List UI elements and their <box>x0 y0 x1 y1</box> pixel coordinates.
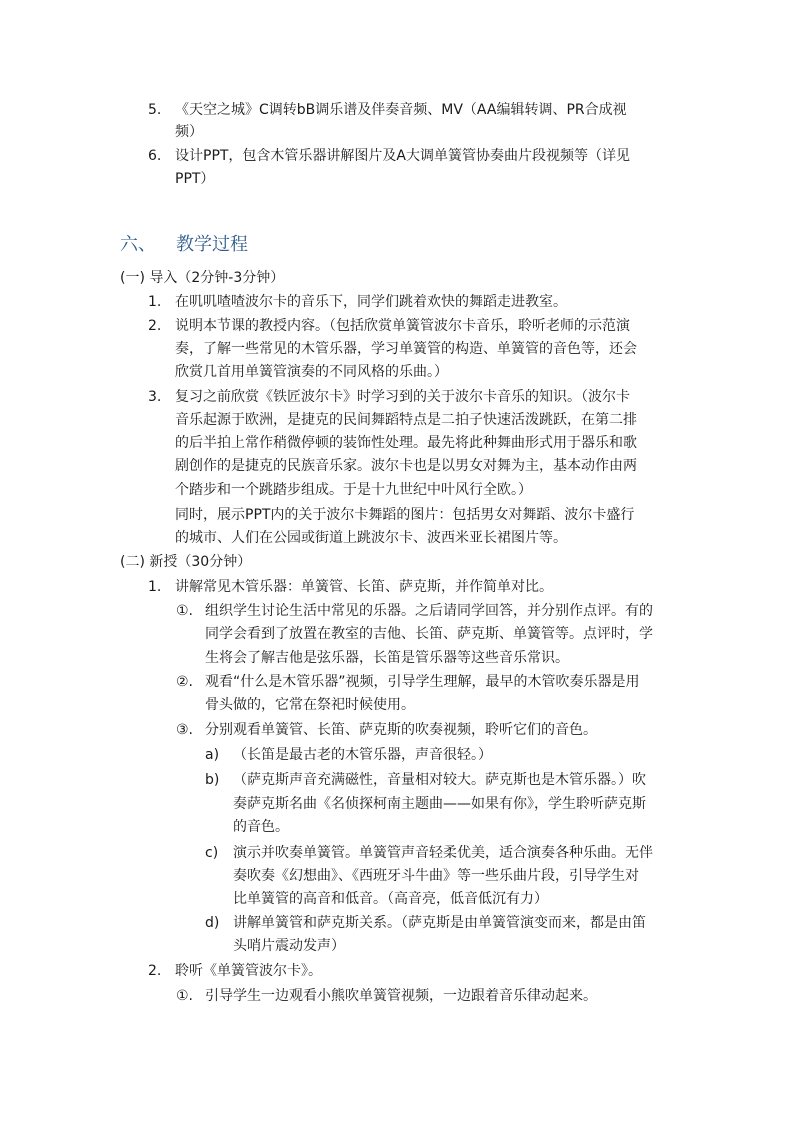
sub-3-item-c-text-cont: 奏吹奏《幻想曲》、《西班牙斗牛曲》等一些乐曲片段，引导学生对 <box>233 868 639 884</box>
part-1-item-3-text: 复习之前欣赏《铁匠波尔卡》时学习到的关于波尔卡音乐的知识。（波尔卡 <box>175 389 630 405</box>
part-2-item-1-sub-1-text-cont: 生将会了解吉他是弦乐器，长笛是管乐器等这些音乐常识。 <box>205 650 569 666</box>
part-2-item-2-sub-1-text: 引导学生一边观看小熊吹单簧管视频，一边跟着音乐律动起来。 <box>205 988 597 1004</box>
resource-item-5-text: 《天空之城》C调转bB调乐谱及伴奏音频、MV（AA编辑转调、PR合成视 <box>175 102 627 118</box>
sub-3-item-a-label: a) <box>205 747 220 763</box>
sub-3-item-a-text: （长笛是最古老的木管乐器，声音很轻。） <box>233 747 492 763</box>
part-1-item-3-text-cont: 同时，展示PPT内的关于波尔卡舞蹈的图片：包括男女对舞蹈、波尔卡盛行 <box>175 507 635 523</box>
sub-3-item-b-text: （萨克斯声音充满磁性，音量相对较大。萨克斯也是木管乐器。）吹 <box>233 772 646 788</box>
part-2-item-2-number: 2. <box>148 963 162 979</box>
sub-3-item-b-text-cont: 的音色。 <box>233 819 289 835</box>
part-1-item-1-text: 在叽叽喳喳波尔卡的音乐下，同学们跳着欢快的舞蹈走进教室。 <box>175 294 567 310</box>
sub-3-item-d-text: 讲解单簧管和萨克斯关系。（萨克斯是由单簧管演变而来，都是由笛 <box>233 915 646 931</box>
part-1-item-1-number: 1. <box>148 294 162 310</box>
part-1-heading: (一) 导入（2分钟-3分钟） <box>120 270 285 286</box>
section-title: 教学过程 <box>176 234 248 255</box>
sub-3-item-d-label: d) <box>205 915 220 931</box>
part-2-item-1-sub-3-number: ③. <box>176 722 194 738</box>
part-2-item-1-sub-2-text: 观看“什么是木管乐器”视频，引导学生理解，最早的木管吹奏乐器是用 <box>205 674 640 690</box>
part-2-item-1-sub-2-text-cont: 骨头做的，它常在祭祀时候使用。 <box>205 697 415 713</box>
part-1-item-3-text-cont: 个踏步和一个跳踏步组成。于是十九世纪中叶风行全欧。） <box>175 482 532 498</box>
sub-3-item-b-label: b) <box>205 772 220 788</box>
part-2-item-1-sub-1-text: 组织学生讨论生活中常见的乐器。之后请同学回答，并分别作点评。有的 <box>205 603 653 619</box>
part-1-item-3-number: 3. <box>148 389 162 405</box>
resource-item-5-number: 5. <box>148 102 162 118</box>
part-2-heading: (二) 新授（30分钟） <box>120 554 252 570</box>
sub-3-item-c-text-cont: 比单簧管的高音和低音。（高音亮，低音低沉有力） <box>233 891 548 907</box>
resource-item-6-text: 设计PPT，包含木管乐器讲解图片及A大调单簧管协奏曲片段视频等（详见 <box>175 148 631 164</box>
part-2-item-1-sub-1-text-cont: 同学会看到了放置在教室的吉他、长笛、萨克斯、单簧管等。点评时，学 <box>205 626 653 642</box>
part-1-item-3-text-cont: 音乐起源于欧洲，是捷克的民间舞蹈特点是二拍子快速活泼跳跃，在第二排 <box>175 412 637 428</box>
part-2-item-1-number: 1. <box>148 579 162 595</box>
part-2-item-1-text: 讲解常见木管乐器：单簧管、长笛、萨克斯，并作简单对比。 <box>175 579 553 595</box>
sub-3-item-c-text: 演示并吹奏单簧管。单簧管声音轻柔优美，适合演奏各种乐曲。无伴 <box>233 845 653 861</box>
resource-item-6-number: 6. <box>148 148 162 164</box>
part-1-item-2-text-cont: 奏，了解一些常见的木管乐器，学习单簧管的构造、单簧管的音色等，还会 <box>175 341 637 357</box>
section-number: 六、 <box>120 234 156 255</box>
part-2-item-1-sub-2-number: ②. <box>176 674 194 690</box>
part-2-item-2-text: 聆听《单簧管波尔卡》。 <box>175 963 322 979</box>
sub-3-item-b-text-cont: 奏萨克斯名曲《名侦探柯南主题曲——如果有你》，学生聆听萨克斯 <box>233 796 646 812</box>
resource-item-6-text-cont: PPT） <box>175 171 215 187</box>
part-1-item-2-text-cont: 欣赏几首用单簧管演奏的不同风格的乐曲。） <box>175 364 448 380</box>
resource-item-5-text-cont: 频） <box>175 124 203 140</box>
part-1-item-3-text-cont: 的城市、人们在公园或街道上跳波尔卡、波西米亚长裙图片等。 <box>175 530 567 546</box>
part-2-item-2-sub-1-number: ①. <box>176 988 194 1004</box>
part-2-item-1-sub-1-number: ①. <box>176 603 194 619</box>
part-1-item-2-text: 说明本节课的教授内容。（包括欣赏单簧管波尔卡音乐，聆听老师的示范演 <box>175 318 630 334</box>
part-1-item-3-text-cont: 剧创作的是捷克的民族音乐家。波尔卡也是以男女对舞为主，基本动作由两 <box>175 458 637 474</box>
sub-3-item-d-text-cont: 头哨片震动发声） <box>233 938 345 954</box>
sub-3-item-c-label: c) <box>205 845 219 861</box>
part-1-item-3-text-cont: 的后半拍上常作稍微停顿的装饰性处理。最先将此种舞曲形式用于器乐和歌 <box>175 435 637 451</box>
part-1-item-2-number: 2. <box>148 318 162 334</box>
part-2-item-1-sub-3-text: 分别观看单簧管、长笛、萨克斯的吹奏视频，聆听它们的音色。 <box>205 722 597 738</box>
